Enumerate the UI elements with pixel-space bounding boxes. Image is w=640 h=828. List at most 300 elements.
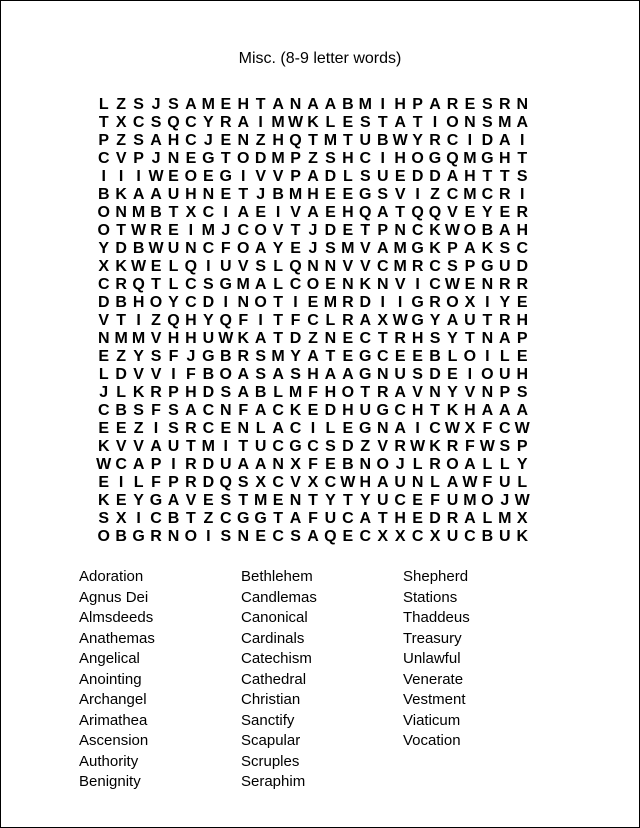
grid-letter: F xyxy=(238,402,249,419)
grid-letter: Y xyxy=(272,240,284,257)
grid-letter: D xyxy=(359,294,372,311)
grid-letter: H xyxy=(185,384,197,401)
grid-letter: D xyxy=(429,510,441,527)
grid-letter: I xyxy=(153,420,159,437)
grid-letter: T xyxy=(186,438,196,455)
grid-letter: T xyxy=(273,312,283,329)
grid-letter: I xyxy=(258,312,263,329)
word-list-item: Agnus Dei xyxy=(79,588,149,606)
grid-letter: C xyxy=(446,132,459,149)
grid-letter: F xyxy=(151,474,161,491)
grid-letter: S xyxy=(255,258,266,275)
grid-letter: P xyxy=(290,168,301,185)
grid-letter: P xyxy=(98,132,110,149)
grid-letter: O xyxy=(254,222,267,239)
grid-letter: Y xyxy=(98,240,110,257)
grid-letter: R xyxy=(499,186,511,203)
grid-letter: D xyxy=(97,294,110,311)
grid-letter: Z xyxy=(116,96,127,113)
grid-letter: X xyxy=(394,528,406,545)
grid-letter: W xyxy=(514,420,530,437)
grid-letter: I xyxy=(101,168,106,185)
grid-letter: U xyxy=(254,438,267,455)
grid-letter: T xyxy=(220,150,231,167)
grid-letter: V xyxy=(359,240,371,257)
word-list-item: Arimathea xyxy=(79,711,148,729)
grid-letter: J xyxy=(500,492,510,509)
grid-letter: P xyxy=(168,384,179,401)
word-list-item: Seraphim xyxy=(241,773,306,790)
grid-letter: T xyxy=(168,204,179,221)
grid-letter: B xyxy=(97,186,110,203)
grid-letter: U xyxy=(394,366,406,383)
grid-letter: J xyxy=(99,384,109,401)
grid-letter: Q xyxy=(219,474,232,491)
grid-letter: K xyxy=(359,276,372,293)
grid-letter: I xyxy=(293,294,298,311)
grid-letter: E xyxy=(203,492,214,509)
grid-letter: T xyxy=(430,402,440,419)
grid-letter: A xyxy=(359,510,372,527)
grid-letter: X xyxy=(464,294,476,311)
grid-letter: V xyxy=(359,258,371,275)
grid-letter: X xyxy=(255,474,266,491)
grid-letter: F xyxy=(151,402,161,419)
grid-letter: C xyxy=(516,240,528,257)
grid-letter: D xyxy=(324,168,337,185)
grid-letter: L xyxy=(168,258,179,275)
grid-letter: C xyxy=(464,528,476,545)
grid-letter: V xyxy=(290,204,301,221)
grid-letter: U xyxy=(220,456,232,473)
grid-letter: G xyxy=(411,294,424,311)
grid-letter: E xyxy=(307,294,319,311)
grid-letter: A xyxy=(464,240,476,257)
grid-letter: C xyxy=(307,438,319,455)
grid-letter: V xyxy=(115,438,127,455)
grid-letter: O xyxy=(184,168,198,185)
grid-letter: E xyxy=(342,420,354,437)
grid-letter: C xyxy=(394,402,406,419)
grid-letter: I xyxy=(223,204,228,221)
grid-letter: W xyxy=(462,474,478,491)
grid-letter: O xyxy=(236,240,250,257)
word-list-item: Authority xyxy=(79,752,139,770)
grid-letter: T xyxy=(238,186,249,203)
grid-letter: G xyxy=(132,528,145,545)
grid-letter: C xyxy=(97,150,110,167)
grid-letter: A xyxy=(307,96,319,113)
grid-letter: T xyxy=(186,510,196,527)
word-list-column-3 xyxy=(403,567,470,752)
grid-letter: Q xyxy=(167,114,180,131)
grid-letter: K xyxy=(97,492,110,509)
grid-letter: T xyxy=(273,510,283,527)
grid-letter: G xyxy=(359,366,372,383)
grid-letter: U xyxy=(359,132,372,149)
grid-letter: Y xyxy=(412,132,423,149)
grid-letter: T xyxy=(482,168,493,185)
grid-letter: V xyxy=(447,204,458,221)
grid-letter: L xyxy=(499,348,510,365)
grid-letter: I xyxy=(397,294,403,311)
grid-letter: T xyxy=(151,276,161,293)
grid-letter: N xyxy=(115,204,127,221)
grid-letter: T xyxy=(255,96,266,113)
grid-letter: R xyxy=(394,438,406,455)
word-list-item: Catechism xyxy=(241,650,312,667)
grid-letter: S xyxy=(516,384,528,401)
grid-letter: D xyxy=(481,132,494,149)
word-list-item: Vestment xyxy=(403,691,466,708)
grid-letter: Y xyxy=(133,348,144,365)
grid-letter: C xyxy=(97,276,110,293)
grid-letter: T xyxy=(238,438,249,455)
grid-letter: E xyxy=(412,492,423,509)
grid-letter: U xyxy=(359,402,372,419)
grid-letter: I xyxy=(118,474,124,491)
grid-letter: P xyxy=(516,330,528,347)
grid-letter: O xyxy=(446,294,459,311)
grid-letter: I xyxy=(118,168,124,185)
grid-letter: M xyxy=(323,132,338,149)
grid-letter: Q xyxy=(219,312,232,329)
grid-letter: H xyxy=(394,510,406,527)
grid-letter: W xyxy=(444,276,461,293)
grid-letter: H xyxy=(359,474,372,491)
grid-letter: A xyxy=(254,240,267,257)
grid-letter: C xyxy=(446,186,459,203)
word-list-item: Unlawful xyxy=(403,650,461,667)
grid-letter: R xyxy=(185,420,197,437)
grid-letter: S xyxy=(359,168,371,185)
grid-letter: S xyxy=(516,168,528,185)
word-list-item: Benignity xyxy=(79,773,141,790)
grid-letter: P xyxy=(290,150,301,167)
grid-letter: E xyxy=(342,222,354,239)
grid-letter: N xyxy=(411,474,424,491)
grid-letter: O xyxy=(446,456,459,473)
grid-letter: V xyxy=(272,168,284,185)
grid-letter: Q xyxy=(289,258,302,275)
grid-letter: D xyxy=(324,402,337,419)
grid-letter: A xyxy=(376,204,389,221)
grid-letter: U xyxy=(324,510,337,527)
grid-letter: S xyxy=(150,114,162,131)
word-list-item: Archangel xyxy=(79,691,147,708)
grid-letter: Z xyxy=(116,348,127,365)
word-list-item: Thaddeus xyxy=(403,609,470,626)
grid-letter: E xyxy=(203,168,214,185)
grid-letter: M xyxy=(463,186,477,203)
grid-letter: E xyxy=(98,474,110,491)
grid-letter: S xyxy=(133,96,144,113)
grid-letter: N xyxy=(464,114,476,131)
grid-letter: S xyxy=(325,240,336,257)
grid-letter: U xyxy=(446,492,459,509)
grid-letter: U xyxy=(376,492,389,509)
grid-letter: C xyxy=(359,150,372,167)
word-list-item: Venerate xyxy=(403,670,464,688)
grid-letter: L xyxy=(430,474,440,491)
word-list-item: Ascension xyxy=(79,732,149,749)
grid-letter: H xyxy=(307,186,319,203)
grid-letter: H xyxy=(167,132,180,149)
grid-letter: X xyxy=(115,114,127,131)
grid-letter: R xyxy=(516,276,528,293)
grid-letter: D xyxy=(202,456,215,473)
grid-letter: N xyxy=(516,96,528,113)
grid-letter: O xyxy=(219,366,232,383)
word-list-item: Christian xyxy=(241,691,301,708)
grid-letter: H xyxy=(411,402,424,419)
grid-letter: S xyxy=(168,402,179,419)
letter-grid xyxy=(95,96,531,546)
grid-letter: C xyxy=(289,276,302,293)
word-list-item: Angelical xyxy=(79,650,140,667)
grid-letter: U xyxy=(499,258,511,275)
grid-letter: L xyxy=(482,456,493,473)
grid-letter: C xyxy=(429,276,441,293)
grid-letter: M xyxy=(393,240,407,257)
grid-letter: E xyxy=(255,204,266,221)
grid-letter: A xyxy=(307,168,319,185)
grid-letter: L xyxy=(325,114,336,131)
grid-letter: C xyxy=(429,420,441,437)
grid-letter: D xyxy=(202,474,215,491)
grid-letter: H xyxy=(394,96,406,113)
grid-letter: S xyxy=(377,186,389,203)
grid-letter: H xyxy=(516,222,528,239)
grid-letter: I xyxy=(485,294,490,311)
grid-letter: I xyxy=(171,366,176,383)
grid-letter: V xyxy=(98,312,110,329)
grid-letter: P xyxy=(150,456,162,473)
grid-letter: K xyxy=(429,240,441,257)
grid-letter: U xyxy=(499,474,511,491)
grid-letter: W xyxy=(444,420,461,437)
grid-letter: A xyxy=(464,456,476,473)
grid-letter: S xyxy=(203,276,214,293)
grid-letter: C xyxy=(220,510,232,527)
word-list-item: Cathedral xyxy=(241,670,307,688)
word-list-item: Shepherd xyxy=(403,568,469,585)
grid-letter: W xyxy=(340,474,356,491)
grid-letter: X xyxy=(307,474,319,491)
grid-letter: C xyxy=(97,402,110,419)
grid-letter: H xyxy=(516,366,528,383)
grid-letter: P xyxy=(464,258,476,275)
grid-letter: S xyxy=(255,348,266,365)
grid-letter: M xyxy=(114,330,128,347)
grid-letter: H xyxy=(394,150,406,167)
grid-letter: A xyxy=(376,240,389,257)
grid-letter: L xyxy=(412,456,423,473)
grid-letter: A xyxy=(150,132,162,149)
grid-letter: Z xyxy=(116,132,127,149)
grid-letter: P xyxy=(516,438,528,455)
grid-letter: M xyxy=(271,348,285,365)
grid-letter: O xyxy=(254,294,267,311)
grid-letter: W xyxy=(96,456,112,473)
grid-letter: O xyxy=(341,384,355,401)
grid-letter: C xyxy=(394,492,406,509)
grid-letter: N xyxy=(202,186,215,203)
grid-letter: D xyxy=(429,366,441,383)
grid-letter: A xyxy=(254,402,267,419)
grid-letter: A xyxy=(237,114,249,131)
grid-letter: B xyxy=(342,96,354,113)
grid-letter: S xyxy=(290,528,301,545)
grid-letter: P xyxy=(133,150,144,167)
grid-letter: R xyxy=(499,312,511,329)
grid-letter: I xyxy=(415,420,420,437)
grid-letter: I xyxy=(258,114,263,131)
grid-letter: S xyxy=(220,384,232,401)
grid-letter: R xyxy=(237,348,249,365)
grid-letter: C xyxy=(499,420,511,437)
grid-letter: Y xyxy=(429,312,441,329)
grid-letter: V xyxy=(412,384,423,401)
grid-letter: G xyxy=(254,510,267,527)
grid-letter: R xyxy=(516,204,528,221)
grid-letter: X xyxy=(290,456,301,473)
grid-letter: E xyxy=(499,204,511,221)
grid-letter: B xyxy=(272,186,284,203)
grid-letter: E xyxy=(220,96,232,113)
grid-letter: M xyxy=(393,258,407,275)
grid-letter: B xyxy=(132,240,145,257)
grid-letter: G xyxy=(359,348,372,365)
grid-letter: N xyxy=(237,294,249,311)
grid-letter: T xyxy=(342,492,353,509)
grid-letter: L xyxy=(325,312,336,329)
grid-letter: O xyxy=(184,528,198,545)
grid-letter: A xyxy=(150,438,162,455)
grid-letter: G xyxy=(289,438,302,455)
grid-letter: H xyxy=(342,402,354,419)
grid-letter: S xyxy=(168,96,179,113)
grid-letter: M xyxy=(288,384,303,401)
grid-letter: S xyxy=(98,510,110,527)
grid-letter: H xyxy=(185,186,197,203)
grid-letter: M xyxy=(201,222,215,239)
grid-letter: T xyxy=(395,204,406,221)
grid-letter: A xyxy=(359,312,372,329)
grid-letter: N xyxy=(289,96,302,113)
grid-letter: P xyxy=(168,474,179,491)
grid-letter: A xyxy=(394,384,406,401)
grid-letter: C xyxy=(237,222,249,239)
grid-letter: E xyxy=(185,150,197,167)
grid-letter: B xyxy=(167,510,180,527)
grid-letter: A xyxy=(237,204,249,221)
grid-letter: F xyxy=(186,366,196,383)
word-list-item: Adoration xyxy=(79,568,144,585)
grid-letter: L xyxy=(116,384,127,401)
grid-letter: W xyxy=(479,438,495,455)
grid-letter: S xyxy=(237,474,249,491)
grid-letter: T xyxy=(412,114,423,131)
grid-letter: V xyxy=(185,492,197,509)
grid-letter: G xyxy=(219,276,232,293)
grid-letter: R xyxy=(446,96,459,113)
word-list-item: Bethlehem xyxy=(241,568,313,585)
grid-letter: J xyxy=(151,96,161,113)
grid-letter: T xyxy=(482,312,493,329)
grid-letter: V xyxy=(237,258,249,275)
grid-letter: B xyxy=(481,528,494,545)
grid-letter: N xyxy=(481,276,494,293)
grid-letter: M xyxy=(341,240,355,257)
grid-letter: B xyxy=(481,222,494,239)
grid-letter: H xyxy=(132,294,145,311)
grid-letter: C xyxy=(289,420,302,437)
grid-letter: B xyxy=(115,402,127,419)
grid-letter: A xyxy=(499,402,511,419)
grid-letter: T xyxy=(377,330,388,347)
grid-letter: Z xyxy=(255,132,266,149)
grid-letter: K xyxy=(429,222,441,239)
grid-letter: J xyxy=(256,186,266,203)
grid-letter: J xyxy=(186,348,196,365)
grid-letter: N xyxy=(237,420,249,437)
grid-letter: N xyxy=(289,492,302,509)
grid-letter: E xyxy=(325,186,336,203)
grid-letter: I xyxy=(171,456,176,473)
grid-letter: R xyxy=(342,312,354,329)
grid-letter: Q xyxy=(289,132,302,149)
word-list-column-2 xyxy=(241,567,317,793)
grid-letter: A xyxy=(272,366,284,383)
grid-letter: K xyxy=(237,330,249,347)
grid-letter: F xyxy=(168,348,179,365)
grid-letter: S xyxy=(150,348,162,365)
grid-letter: T xyxy=(360,222,371,239)
grid-letter: C xyxy=(202,240,215,257)
grid-letter: V xyxy=(133,366,144,383)
grid-letter: W xyxy=(392,132,408,149)
grid-letter: D xyxy=(324,222,337,239)
grid-letter: K xyxy=(307,114,319,131)
grid-letter: N xyxy=(324,330,337,347)
grid-letter: F xyxy=(238,312,249,329)
grid-letter: L xyxy=(482,510,493,527)
grid-letter: X xyxy=(516,510,528,527)
grid-letter: D xyxy=(516,258,528,275)
grid-letter: I xyxy=(310,420,316,437)
grid-letter: I xyxy=(380,294,385,311)
grid-letter: L xyxy=(98,96,109,113)
grid-letter: E xyxy=(325,276,336,293)
grid-letter: C xyxy=(150,510,162,527)
grid-letter: H xyxy=(272,132,284,149)
word-list-item: Cardinals xyxy=(241,629,305,647)
grid-letter: P xyxy=(447,240,458,257)
grid-letter: K xyxy=(289,402,302,419)
grid-letter: N xyxy=(342,276,354,293)
word-list-item: Vocation xyxy=(403,732,461,749)
grid-letter: Y xyxy=(516,456,528,473)
grid-letter: C xyxy=(272,474,284,491)
grid-letter: Q xyxy=(411,204,424,221)
grid-letter: M xyxy=(498,114,512,131)
word-list-item: Scapular xyxy=(241,732,301,749)
grid-letter: Z xyxy=(430,186,440,203)
grid-letter: A xyxy=(376,474,389,491)
grid-letter: I xyxy=(467,366,473,383)
grid-letter: W xyxy=(131,258,147,275)
